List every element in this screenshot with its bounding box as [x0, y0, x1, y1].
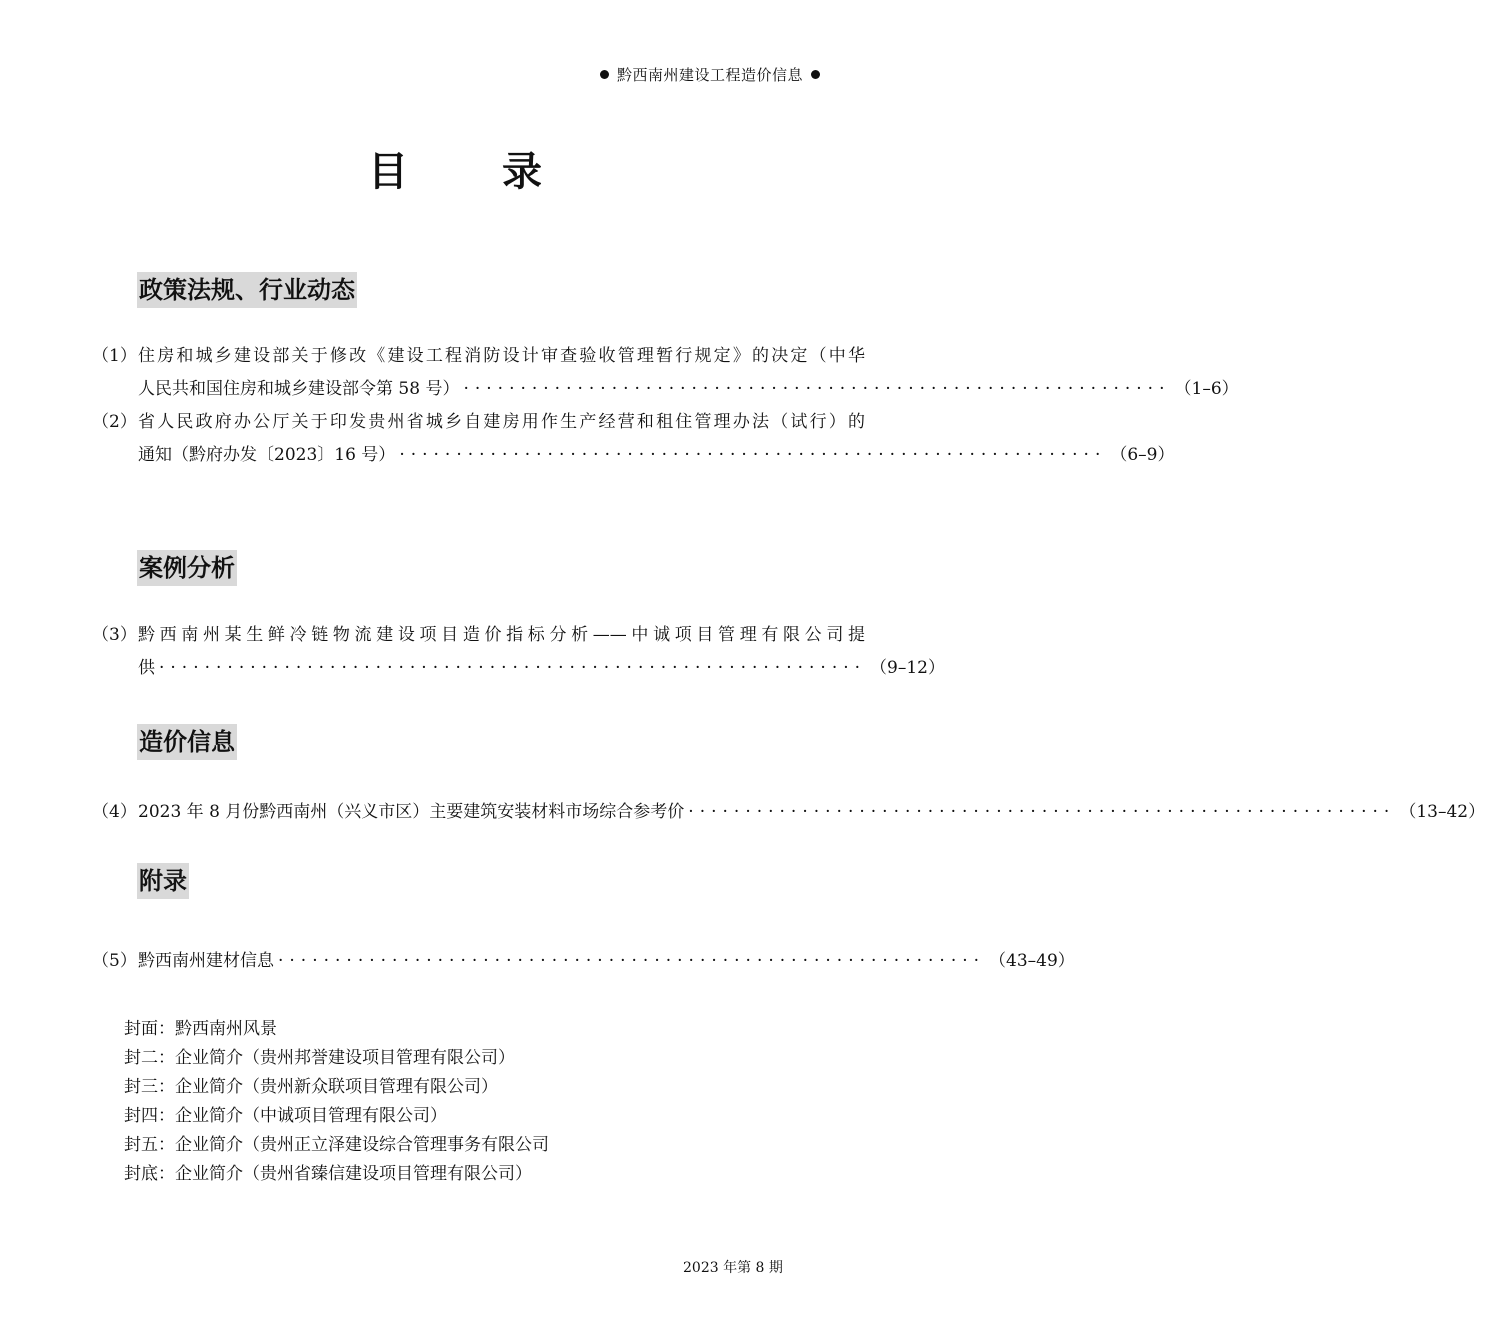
- toc-entry[interactable]: [92, 340, 1239, 406]
- entry-text-cont: 通知（黔府办发〔2023〕16 号）: [138, 445, 396, 465]
- leader-dots: ······························································: [159, 658, 867, 678]
- toc-entry[interactable]: [92, 945, 1075, 978]
- cover-note: 封四：企业简介（中诚项目管理有限公司）: [124, 1106, 447, 1126]
- toc-entry[interactable]: [92, 619, 945, 685]
- bullet-dot-icon: [600, 70, 609, 79]
- entry-number: （1）: [92, 346, 137, 366]
- toc-entry[interactable]: [92, 406, 1175, 472]
- bullet-dot-icon: [811, 70, 820, 79]
- entry-page: （1–6）: [1174, 379, 1239, 399]
- entry-page: （9–12）: [870, 658, 945, 678]
- entry-number: （3）: [92, 625, 137, 645]
- leader-dots: ······························································: [399, 445, 1107, 465]
- leader-dots: ······························································: [688, 802, 1396, 822]
- section-heading-appendix: 附录: [137, 863, 189, 899]
- cover-note: 封底：企业简介（贵州省臻信建设项目管理有限公司）: [124, 1164, 532, 1184]
- entry-text: 2023 年 8 月份黔西南州（兴义市区）主要建筑安装材料市场综合参考价: [138, 802, 685, 822]
- leader-dots: ······························································: [278, 951, 986, 971]
- section-heading-price: 造价信息: [137, 724, 237, 760]
- entry-number: （2）: [92, 412, 137, 432]
- issue-footer: 2023 年第 8 期: [683, 1260, 783, 1276]
- cover-notes: [124, 1015, 549, 1189]
- leader-dots: ······························································: [463, 379, 1171, 399]
- entry-text-cont: 供: [138, 658, 155, 678]
- cover-note: 封二：企业简介（贵州邦誉建设项目管理有限公司）: [124, 1048, 515, 1068]
- entry-number: （5）: [92, 951, 137, 971]
- running-header: [592, 64, 828, 85]
- cover-note: 封面：黔西南州风景: [124, 1019, 277, 1039]
- entry-page: （6–9）: [1110, 445, 1175, 465]
- section-heading-policy: 政策法规、行业动态: [137, 272, 357, 308]
- entry-text-cont: 人民共和国住房和城乡建设部令第 58 号）: [138, 379, 460, 399]
- toc-entry[interactable]: [92, 796, 1485, 829]
- entry-text: 住房和城乡建设部关于修改《建设工程消防设计审查验收管理暂行规定》的决定（中华: [138, 346, 865, 366]
- page-title: 目 录: [368, 149, 582, 195]
- entry-text: 省人民政府办公厅关于印发贵州省城乡自建房用作生产经营和租住管理办法（试行）的: [138, 412, 865, 432]
- entry-page: （43–49）: [989, 951, 1075, 971]
- entry-text: 黔西南州某生鲜冷链物流建设项目造价指标分析——中诚项目管理有限公司提: [138, 625, 865, 645]
- entry-text: 黔西南州建材信息: [138, 951, 274, 971]
- cover-note: 封五：企业简介（贵州正立泽建设综合管理事务有限公司: [124, 1135, 549, 1155]
- header-text: 黔西南州建设工程造价信息: [616, 66, 803, 84]
- section-heading-case: 案例分析: [137, 550, 237, 586]
- entry-page: （13–42）: [1399, 802, 1485, 822]
- entry-number: （4）: [92, 802, 137, 822]
- cover-note: 封三：企业简介（贵州新众联项目管理有限公司）: [124, 1077, 498, 1097]
